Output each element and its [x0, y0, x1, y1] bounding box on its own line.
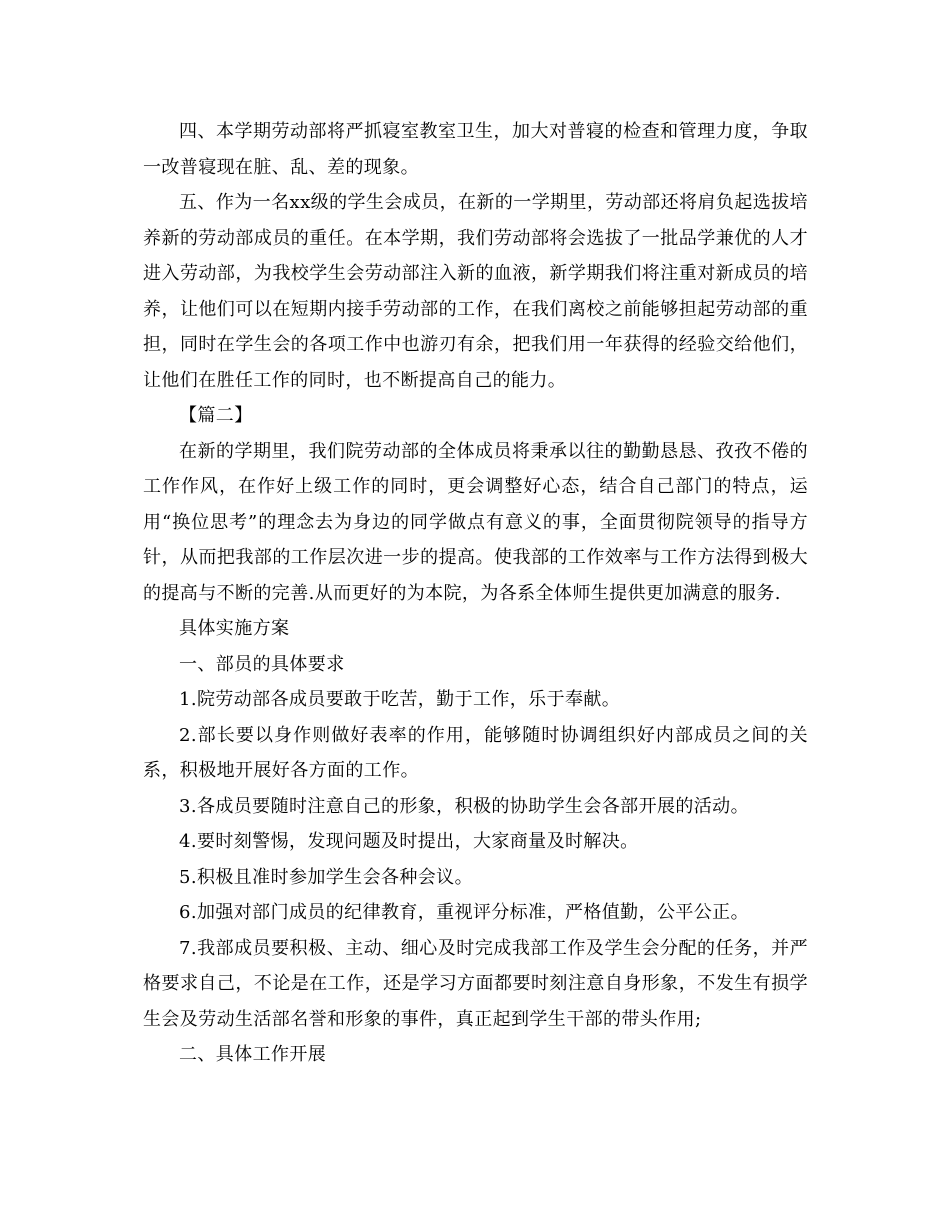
paragraph-intro: 在新的学期里，我们院劳动部的全体成员将秉承以往的勤勤恳恳、孜孜不倦的工作作风，在作好上级工作的同时，更会调整好心态，结合自己部门的特点，运用“换位思考”的理念去为身边的同学做点有意义的事，全面贯彻院领导的指导方针，从而把我部的工作层次进一步的提高。使我部的工作效率与工作方法得到极大的提高与不断的完善.从而更好的为本院，为各系全体师生提供更加满意的服务. — [143, 440, 808, 604]
paragraph-item-4: 四、本学期劳动部将严抓寝室教室卫生，加大对普寝的检查和管理力度，争取一改普寝现在脏、乱、差的现象。 — [143, 121, 808, 178]
section-heading-implementation-plan: 具体实施方案 — [179, 618, 290, 639]
requirement-item-6: 6.加强对部门成员的纪律教育，重视评分标准，严格值勤，公平公正。 — [179, 902, 749, 923]
paragraph-item-5: 五、作为一名xx级的学生会成员，在新的一学期里，劳动部还将肩负起选拔培养新的劳动部成员的重任。在本学期，我们劳动部将会选拔了一批品学兼优的人才进入劳动部，为我校学生会劳动部注入新的血液，新学期我们将注重对新成员的培养，让他们可以在短期内接手劳动部的工作，在我们离校之前能够担起劳动部的重担，同时在学生会的各项工作中也游刃有余，把我们用一年获得的经验交给他们，让他们在胜任工作的同时，也不断提高自己的能力。 — [143, 192, 808, 391]
document-body — [143, 114, 808, 1073]
subheading-member-requirements: 一、部员的具体要求 — [179, 653, 345, 675]
requirement-item-1: 1.院劳动部各成员要敢于吃苦，勤于工作，乐于奉献。 — [179, 689, 621, 710]
section-heading-part-two: 【篇二】 — [179, 405, 253, 426]
requirement-item-4: 4.要时刻警惕，发现问题及时提出，大家商量及时解决。 — [179, 831, 639, 852]
requirement-item-2: 2.部长要以身作则做好表率的作用，能够随时协调组织好内部成员之间的关系，积极地开展好各方面的工作。 — [143, 724, 808, 781]
requirement-item-7: 7.我部成员要积极、主动、细心及时完成我部工作及学生会分配的任务，并严格要求自己，不论是在工作，还是学习方面都要时刻注意自身形象，不发生有损学生会及劳动生活部名誉和形象的事件，真正起到学生干部的带头作用; — [143, 937, 808, 1030]
requirement-item-3: 3.各成员要随时注意自己的形象，积极的协助学生会各部开展的活动。 — [179, 795, 749, 817]
subheading-work-development: 二、具体工作开展 — [179, 1044, 327, 1065]
requirement-item-5: 5.积极且准时参加学生会各种会议。 — [179, 866, 473, 888]
